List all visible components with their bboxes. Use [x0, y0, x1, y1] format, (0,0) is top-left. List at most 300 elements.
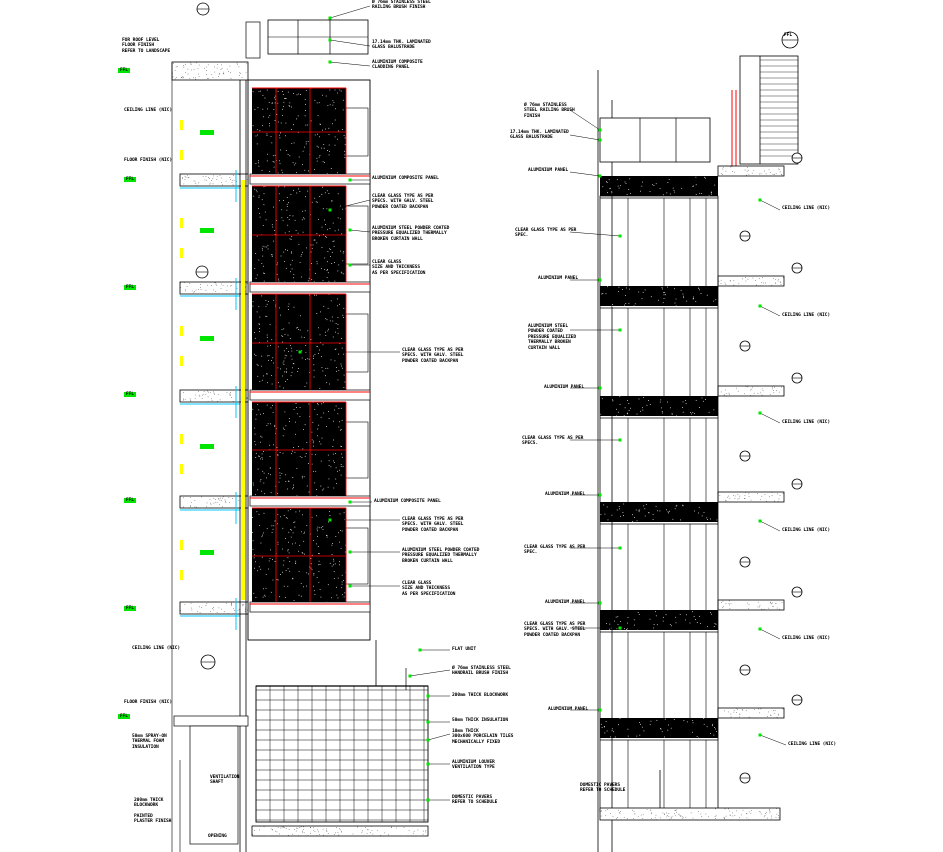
speckle — [272, 103, 273, 104]
speckle — [627, 413, 628, 414]
slab-dot — [202, 508, 203, 509]
slab-dot — [754, 819, 755, 820]
room-tag — [200, 444, 214, 449]
slab-dot — [725, 390, 726, 391]
speckle — [625, 295, 626, 296]
speckle — [319, 157, 320, 158]
speckle — [258, 208, 259, 209]
slab-dot — [745, 498, 746, 499]
speckle — [281, 170, 282, 171]
speckle — [288, 309, 289, 310]
speckle — [267, 346, 268, 347]
speckle — [277, 263, 278, 264]
speckle — [266, 306, 267, 307]
speckle — [260, 436, 261, 437]
slab-dot — [759, 811, 760, 812]
slab-dot — [208, 401, 209, 402]
slab-dot — [754, 709, 755, 710]
speckle — [283, 435, 284, 436]
speckle — [629, 410, 630, 411]
speckle — [279, 468, 280, 469]
speckle — [291, 194, 292, 195]
slab-dot — [213, 184, 214, 185]
slab-dot — [729, 393, 730, 394]
speckle — [672, 414, 673, 415]
speckle — [656, 506, 657, 507]
slab-dot — [189, 177, 190, 178]
speckle — [318, 404, 319, 405]
speckle — [330, 256, 331, 257]
speckle — [289, 103, 290, 104]
speckle — [285, 135, 286, 136]
speckle — [620, 621, 621, 622]
speckle — [277, 514, 278, 515]
speckle — [344, 135, 345, 136]
speckle — [289, 231, 290, 232]
slab-dot — [285, 836, 286, 837]
speckle — [317, 414, 318, 415]
speckle — [696, 177, 697, 178]
speckle — [671, 728, 672, 729]
speckle — [334, 262, 335, 263]
slab-dot — [606, 810, 607, 811]
speckle — [263, 533, 264, 534]
slab-dot — [213, 290, 214, 291]
slab-dot — [651, 813, 652, 814]
speckle — [612, 515, 613, 516]
speckle — [327, 319, 328, 320]
speckle — [264, 193, 265, 194]
speckle — [290, 238, 291, 239]
slab-dot — [196, 290, 197, 291]
speckle — [650, 724, 651, 725]
slab-dot — [724, 711, 725, 712]
speckle — [606, 721, 607, 722]
leader-dot — [599, 139, 602, 142]
slab-dot — [226, 502, 227, 503]
speckle — [618, 186, 619, 187]
speckle — [327, 537, 328, 538]
speckle — [279, 200, 280, 201]
slab-dot — [182, 177, 183, 178]
speckle — [337, 93, 338, 94]
slab-dot — [243, 604, 244, 605]
slab-dot — [323, 835, 324, 836]
slab-dot — [180, 287, 181, 288]
speckle — [284, 98, 285, 99]
speckle — [257, 236, 258, 237]
speckle — [293, 190, 294, 191]
speckle — [262, 437, 263, 438]
slab-dot — [245, 611, 246, 612]
slab-dot — [242, 604, 243, 605]
speckle — [609, 188, 610, 189]
speckle — [329, 193, 330, 194]
speckle — [256, 453, 257, 454]
speckle — [336, 371, 337, 372]
speckle — [343, 317, 344, 318]
speckle — [289, 304, 290, 305]
slab-dot — [191, 603, 192, 604]
slab-dot — [746, 813, 747, 814]
slab-dot — [751, 810, 752, 811]
speckle — [302, 219, 303, 220]
marker — [180, 218, 183, 228]
speckle — [332, 543, 333, 544]
slab-dot — [183, 67, 184, 68]
speckle — [335, 108, 336, 109]
speckle — [295, 434, 296, 435]
speckle — [318, 115, 319, 116]
slab-dot — [732, 171, 733, 172]
speckle — [617, 616, 618, 617]
speckle — [342, 273, 343, 274]
speckle — [710, 612, 711, 613]
slab-dot — [219, 74, 220, 75]
speckle — [644, 508, 645, 509]
speckle — [266, 478, 267, 479]
speckle — [336, 483, 337, 484]
speckle — [321, 148, 322, 149]
speckle — [686, 614, 687, 615]
slab-dot — [725, 500, 726, 501]
speckle — [322, 526, 323, 527]
speckle — [648, 400, 649, 401]
slab-dot — [735, 496, 736, 497]
speckle — [623, 512, 624, 513]
speckle — [295, 422, 296, 423]
right-note: CLEAR GLASS TYPE AS PER SPECS. — [522, 436, 584, 447]
speckle — [343, 308, 344, 309]
speckle — [324, 148, 325, 149]
slab-dot — [234, 180, 235, 181]
slab-dot — [237, 288, 238, 289]
slab-dot — [294, 829, 295, 830]
slab-dot — [773, 710, 774, 711]
slab-dot — [230, 177, 231, 178]
leader-dot — [299, 351, 302, 354]
speckle — [258, 469, 259, 470]
speckle — [282, 329, 283, 330]
slab-dot — [310, 827, 311, 828]
speckle — [704, 724, 705, 725]
slab-dot — [221, 500, 222, 501]
speckle — [711, 192, 712, 193]
slab-dot — [221, 69, 222, 70]
slab-dot — [199, 76, 200, 77]
slab-dot — [682, 816, 683, 817]
slab-dot — [659, 820, 660, 821]
speckle — [327, 277, 328, 278]
slab-dot — [230, 72, 231, 73]
speckle — [674, 190, 675, 191]
slab-dot — [729, 603, 730, 604]
slab-dot — [715, 818, 716, 819]
speckle — [280, 516, 281, 517]
speckle — [316, 295, 317, 296]
speckle — [305, 99, 306, 100]
speckle — [666, 193, 667, 194]
leader-dot — [599, 387, 602, 390]
speckle — [284, 372, 285, 373]
speckle — [663, 194, 664, 195]
slab-dot — [772, 495, 773, 496]
speckle — [263, 413, 264, 414]
speckle — [284, 560, 285, 561]
speckle — [272, 525, 273, 526]
slab-dot — [765, 286, 766, 287]
speckle — [293, 216, 294, 217]
right-ceiling-line: CEILING LINE (NIC) — [782, 636, 830, 641]
slab-dot — [199, 65, 200, 66]
speckle — [300, 456, 301, 457]
speckle — [321, 268, 322, 269]
speckle — [320, 334, 321, 335]
slab-dot — [404, 836, 405, 837]
speckle — [253, 196, 254, 197]
speckle — [285, 481, 286, 482]
speckle — [286, 371, 287, 372]
slab-dot — [769, 170, 770, 171]
speckle — [262, 557, 263, 558]
speckle — [642, 182, 643, 183]
slab-dot — [769, 496, 770, 497]
slab-dot — [752, 173, 753, 174]
speckle — [318, 582, 319, 583]
slab-dot — [323, 829, 324, 830]
slab-dot — [264, 826, 265, 827]
speckle — [283, 329, 284, 330]
speckle — [611, 191, 612, 192]
slab-dot — [746, 281, 747, 282]
slab-dot — [194, 291, 195, 292]
speckle — [273, 241, 274, 242]
speckle — [296, 172, 297, 173]
speckle — [308, 171, 309, 172]
speckle — [337, 139, 338, 140]
speckle — [662, 411, 663, 412]
speckle — [263, 376, 264, 377]
slab-dot — [738, 391, 739, 392]
speckle — [694, 616, 695, 617]
speckle — [333, 454, 334, 455]
speckle — [260, 481, 261, 482]
slab-dot — [195, 395, 196, 396]
slab-dot — [724, 818, 725, 819]
speckle — [254, 554, 255, 555]
leader-dot — [329, 17, 332, 20]
speckle — [698, 738, 699, 739]
slab-dot — [767, 818, 768, 819]
speckle — [329, 134, 330, 135]
slab-dot — [220, 498, 221, 499]
speckle — [311, 245, 312, 246]
speckle — [317, 577, 318, 578]
slab-dot — [247, 179, 248, 180]
slab-dot — [180, 610, 181, 611]
slab-dot — [195, 500, 196, 501]
speckle — [675, 303, 676, 304]
slab-dot — [778, 281, 779, 282]
speckle — [273, 300, 274, 301]
slab-dot — [313, 830, 314, 831]
leader-dot — [349, 179, 352, 182]
speckle — [344, 387, 345, 388]
slab-dot — [778, 714, 779, 715]
speckle — [269, 171, 270, 172]
slab-dot — [246, 63, 247, 64]
speckle — [335, 349, 336, 350]
speckle — [292, 544, 293, 545]
slab-dot — [198, 391, 199, 392]
slab-dot — [182, 76, 183, 77]
speckle — [618, 724, 619, 725]
speckle — [283, 106, 284, 107]
speckle — [289, 561, 290, 562]
slab-dot — [217, 64, 218, 65]
leader — [410, 670, 450, 676]
speckle — [258, 260, 259, 261]
slab-dot — [759, 713, 760, 714]
slab-dot — [638, 816, 639, 817]
slab-dot — [190, 401, 191, 402]
speckle — [661, 408, 662, 409]
slab-dot — [223, 496, 224, 497]
slab-dot — [176, 77, 177, 78]
speckle — [711, 194, 712, 195]
speckle — [336, 467, 337, 468]
speckle — [262, 256, 263, 257]
slab-dot — [769, 810, 770, 811]
leader-dot — [759, 520, 762, 523]
speckle — [273, 412, 274, 413]
speckle — [290, 215, 291, 216]
speckle — [639, 510, 640, 511]
slab-dot — [173, 77, 174, 78]
speckle — [690, 412, 691, 413]
speckle — [337, 299, 338, 300]
slab-dot — [777, 494, 778, 495]
speckle — [282, 336, 283, 337]
slab-dot — [723, 601, 724, 602]
slab-dot — [616, 818, 617, 819]
slab-dot — [283, 827, 284, 828]
slab-dot — [188, 69, 189, 70]
speckle — [286, 570, 287, 571]
speckle — [716, 731, 717, 732]
slab-dot — [206, 70, 207, 71]
speckle — [263, 588, 264, 589]
speckle — [339, 408, 340, 409]
speckle — [627, 623, 628, 624]
slab-dot — [778, 501, 779, 502]
speckle — [299, 545, 300, 546]
speckle — [267, 304, 268, 305]
speckle — [271, 143, 272, 144]
slab-dot — [766, 174, 767, 175]
speckle — [304, 337, 305, 338]
speckle — [313, 540, 314, 541]
speckle — [283, 94, 284, 95]
speckle — [260, 217, 261, 218]
speckle — [320, 589, 321, 590]
speckle — [337, 471, 338, 472]
speckle — [288, 557, 289, 558]
slab-dot — [666, 813, 667, 814]
slab-dot — [669, 816, 670, 817]
speckle — [339, 90, 340, 91]
speckle — [295, 452, 296, 453]
slab-dot — [217, 502, 218, 503]
speckle — [325, 318, 326, 319]
speckle — [314, 590, 315, 591]
speckle — [288, 306, 289, 307]
flat-unit-note: FLAT UNIT — [452, 647, 476, 652]
slab-dot — [227, 286, 228, 287]
speckle — [266, 247, 267, 248]
leader-dot — [759, 199, 762, 202]
speckle — [257, 135, 258, 136]
slab-dot — [647, 809, 648, 810]
slab-dot — [239, 609, 240, 610]
speckle — [262, 380, 263, 381]
slab-dot — [760, 605, 761, 606]
slab-dot — [734, 710, 735, 711]
leader-dot — [427, 799, 430, 802]
speckle — [288, 532, 289, 533]
slab-dot — [777, 608, 778, 609]
domestic-pavers-note: DOMESTIC PAVERS REFER TO SCHEDULE — [452, 795, 498, 806]
speckle — [283, 565, 284, 566]
speckle — [315, 354, 316, 355]
slab-dot — [199, 395, 200, 396]
speckle — [305, 196, 306, 197]
speckle — [290, 509, 291, 510]
speckle — [272, 357, 273, 358]
speckle — [325, 332, 326, 333]
slab-dot — [208, 177, 209, 178]
right-slab — [718, 276, 784, 286]
speckle — [279, 596, 280, 597]
speckle — [630, 408, 631, 409]
speckle — [340, 206, 341, 207]
speckle — [705, 178, 706, 179]
speckle — [261, 479, 262, 480]
slab-dot — [741, 718, 742, 719]
speckle — [300, 262, 301, 263]
speckle — [317, 146, 318, 147]
slab-dot — [418, 836, 419, 837]
speckle — [298, 446, 299, 447]
speckle — [261, 491, 262, 492]
speckle — [269, 445, 270, 446]
slab-dot — [725, 610, 726, 611]
marker — [180, 464, 183, 474]
slab-dot — [748, 819, 749, 820]
speckle — [291, 348, 292, 349]
leader-dot — [759, 628, 762, 631]
speckle — [291, 129, 292, 130]
speckle — [265, 247, 266, 248]
slab-dot — [780, 718, 781, 719]
speckle — [262, 535, 263, 536]
speckle — [284, 364, 285, 365]
speckle — [275, 155, 276, 156]
speckle — [324, 162, 325, 163]
speckle — [308, 141, 309, 142]
slab-dot — [779, 499, 780, 500]
slab-dot — [776, 603, 777, 604]
